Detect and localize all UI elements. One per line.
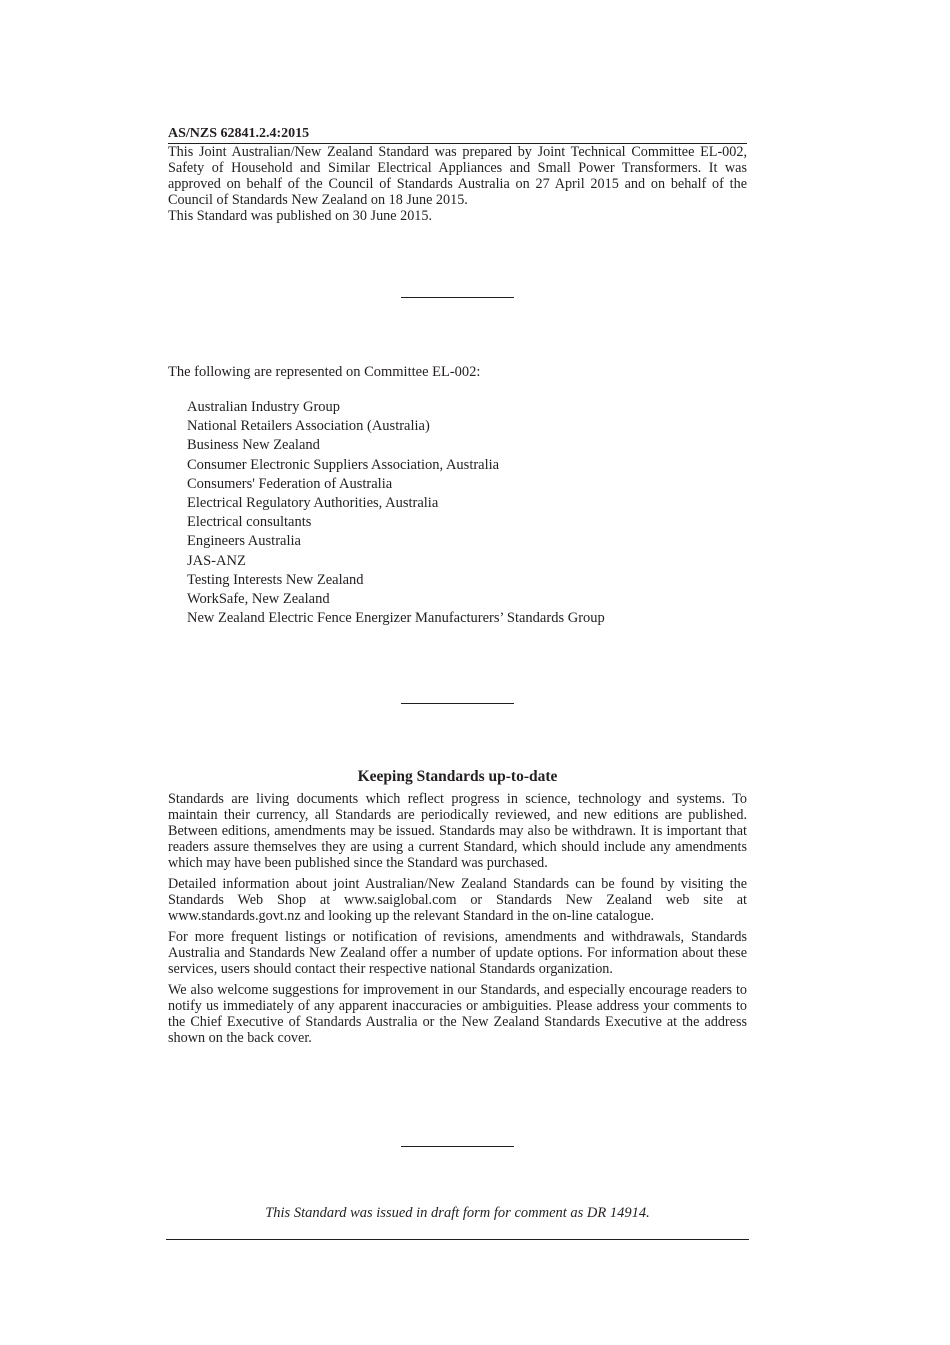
committee-member-list [187, 398, 747, 628]
footer-rule [166, 1239, 749, 1240]
keeping-standards-title: Keeping Standards up-to-date [357, 768, 558, 785]
committee-intro: The following are represented on Committee EL-002: [168, 364, 481, 380]
committee-member: New Zealand Electric Fence Energizer Manufacturers’ Standards Group [187, 610, 605, 627]
committee-member: Electrical Regulatory Authorities, Australia [187, 495, 439, 512]
section-divider-1 [401, 297, 514, 298]
committee-member: Testing Interests New Zealand [187, 571, 364, 588]
keeping-paragraph: We also welcome suggestions for improvement in our Standards, and especially encourage readers to notify us immediately of any apparent inaccuracies or ambiguities. Please address your comments to the Chief Executive of Standards Australia or the New Zealand Standards Executive at the address shown on the back cover. [168, 982, 747, 1046]
preparation-statement [168, 144, 747, 224]
section-divider-3 [401, 1146, 514, 1147]
committee-member: Consumers' Federation of Australia [187, 475, 393, 492]
keeping-standards-body [168, 791, 747, 1051]
committee-member: Engineers Australia [187, 533, 301, 550]
committee-member: JAS-ANZ [187, 552, 246, 569]
committee-member: Consumer Electronic Suppliers Association, Australia [187, 456, 500, 473]
preparation-paragraph: This Joint Australian/New Zealand Standard was prepared by Joint Technical Committee EL-002, Safety of Household and Similar Electrical Appliances and Small Power Transformers. It was approved on behalf of the Council of Standards Australia on 27 April 2015 and on behalf of the Council of Standards New Zealand on 18 June 2015. [168, 144, 747, 208]
draft-note: This Standard was issued in draft form for comment as DR 14914. [265, 1205, 650, 1221]
keeping-paragraph: Standards are living documents which reflect progress in science, technology and systems. To maintain their currency, all Standards are periodically reviewed, and new editions are published. Between editions, amendments may be issued. Standards may also be withdrawn. It is important that readers assure themselves they are using a current Standard, which should include any amendments which may have been published since the Standard was purchased. [168, 791, 747, 871]
keeping-paragraph: For more frequent listings or notification of revisions, amendments and withdrawals, Standards Australia and Standards New Zealand offer a number of update options. For information about these services, users should contact their respective national Standards organization. [168, 929, 747, 977]
standard-number-heading: AS/NZS 62841.2.4:2015 [168, 126, 747, 144]
section-divider-2 [401, 703, 514, 704]
publication-date: This Standard was published on 30 June 2015. [168, 208, 433, 224]
committee-member: WorkSafe, New Zealand [187, 591, 330, 608]
keeping-paragraph: Detailed information about joint Australian/New Zealand Standards can be found by visiting the Standards Web Shop at www.saiglobal.com or Standards New Zealand web site at www.standards.govt.nz and looking up the relevant Standard in the on-line catalogue. [168, 876, 747, 924]
committee-member: Electrical consultants [187, 514, 312, 531]
committee-member: Australian Industry Group [187, 399, 341, 415]
committee-member: National Retailers Association (Australia) [187, 418, 430, 435]
committee-member: Business New Zealand [187, 437, 320, 454]
